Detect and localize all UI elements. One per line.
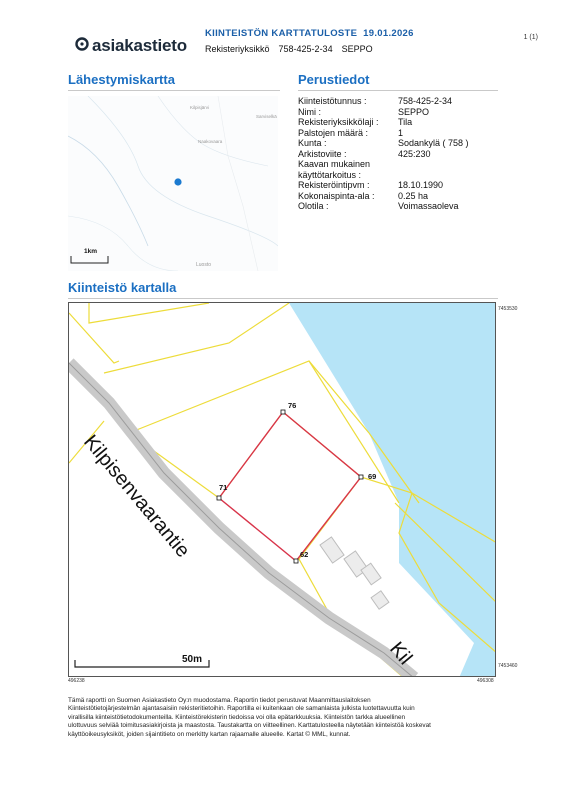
scale-label: 50m [182,654,203,665]
info-row [298,149,498,160]
info-label: Kiinteistötunnus : [298,96,367,106]
coordinate-label: 496308 [477,678,494,684]
divider [68,90,280,91]
location-marker-icon [174,178,181,185]
scale-bar [70,254,110,266]
asiakastieto-logo-icon [75,37,89,51]
info-value: 758-425-2-34 [398,96,453,106]
coordinate-label: 496238 [68,678,85,684]
scale-label: 1km [84,248,98,255]
corner-point-label: 76 [288,401,297,410]
info-label: Olotila : [298,201,329,211]
info-row [298,96,498,107]
overview-map [68,96,278,271]
report-subtitle: Rekisteriyksikkö 758-425-2-34 SEPPO [205,44,373,54]
info-value: 0.25 ha [398,190,429,201]
corner-point-label: 62 [300,550,309,559]
property-map-heading: Kiinteistö kartalla [68,280,177,295]
info-label: käyttötarkoitus : [298,169,362,180]
map-place-label: Kilpisjärvi [190,105,210,110]
info-label: Palstojen määrä : [298,127,369,138]
info-row [298,107,498,118]
info-label: Rekisteriyksikkölaji : [298,117,379,127]
coordinate-label: 7453530 [498,306,518,312]
disclaimer-text: Tämä raportti on Suomen Asiakastieto Oy:n muodostama. Raportin tiedot perustuvat Maanmittauslaitoksen Kiinteistötietojärjestelmän ajantasaisiin rekisteritietoihin. Raportilla ei kuitenkaan ole samanlaista julkista luotettavuutta kuin virallisilla kiinteistötietodokumenteilla. Kiinteistörekisterin tiedoissa voi olla epätarkkuuksia. Kiinteistön tarkka alueellinen ulottuvuus selviää toimitusasiakirjoista ja maastosta. Taustakartta on viitteellinen. Karttatulosteella näytetään kiinteistöä koskevat käyttöoikeusyksiköt, joiden sijaintitieto on merkitty kartan rajaamalle alueelle. Kartat © MML, kunnat. [68,697,431,738]
info-label: Kunta : [298,138,327,148]
corner-point-label: 71 [219,483,228,492]
info-row [298,138,498,149]
map-place-label: Sarviselkä [256,114,277,119]
info-label: Arkistoviite : [298,148,347,159]
building-outlines [320,537,389,609]
info-row [298,159,498,170]
coordinate-label: 7453460 [498,663,518,669]
basic-info-table [298,96,498,212]
info-value: 1 [398,127,404,138]
divider [298,90,498,91]
info-value: SEPPO [398,106,430,117]
overview-map-heading: Lähestymiskartta [68,72,175,87]
map-place-label: Luosto [196,262,212,268]
info-label: Nimi : [298,106,321,117]
info-value: Sodankylä ( 758 ) [398,138,469,148]
water-area [289,303,496,677]
divider [68,298,498,299]
report-date: 19.01.2026 [363,28,414,39]
brand-logo-text: asiakastieto [92,36,187,55]
info-row [298,170,498,181]
info-row [298,201,498,212]
page-number: 1 (1) [523,34,538,41]
info-value: 18.10.1990 [398,180,444,190]
info-label: Rekisteröintipvm : [298,180,370,190]
info-value: 425:230 [398,148,431,159]
property-map [68,302,496,677]
info-value: Voimassaoleva [398,201,459,211]
info-row [298,180,498,191]
corner-point-label: 69 [368,472,377,481]
report-title: KIINTEISTÖN KARTTATULOSTE 19.01.2026 [205,28,414,39]
info-row [298,117,498,128]
road-label: Kilpisenvaarantie [79,431,194,562]
info-label: Kokonaispinta-ala : [298,190,375,201]
map-place-label: Naakovaara [198,139,223,144]
info-row [298,191,498,202]
info-row [298,128,498,139]
basic-info-heading: Perustiedot [298,72,370,87]
info-value: Tila [398,117,413,127]
road-label: Kil [385,638,417,670]
info-label: Kaavan mukainen [298,159,371,169]
